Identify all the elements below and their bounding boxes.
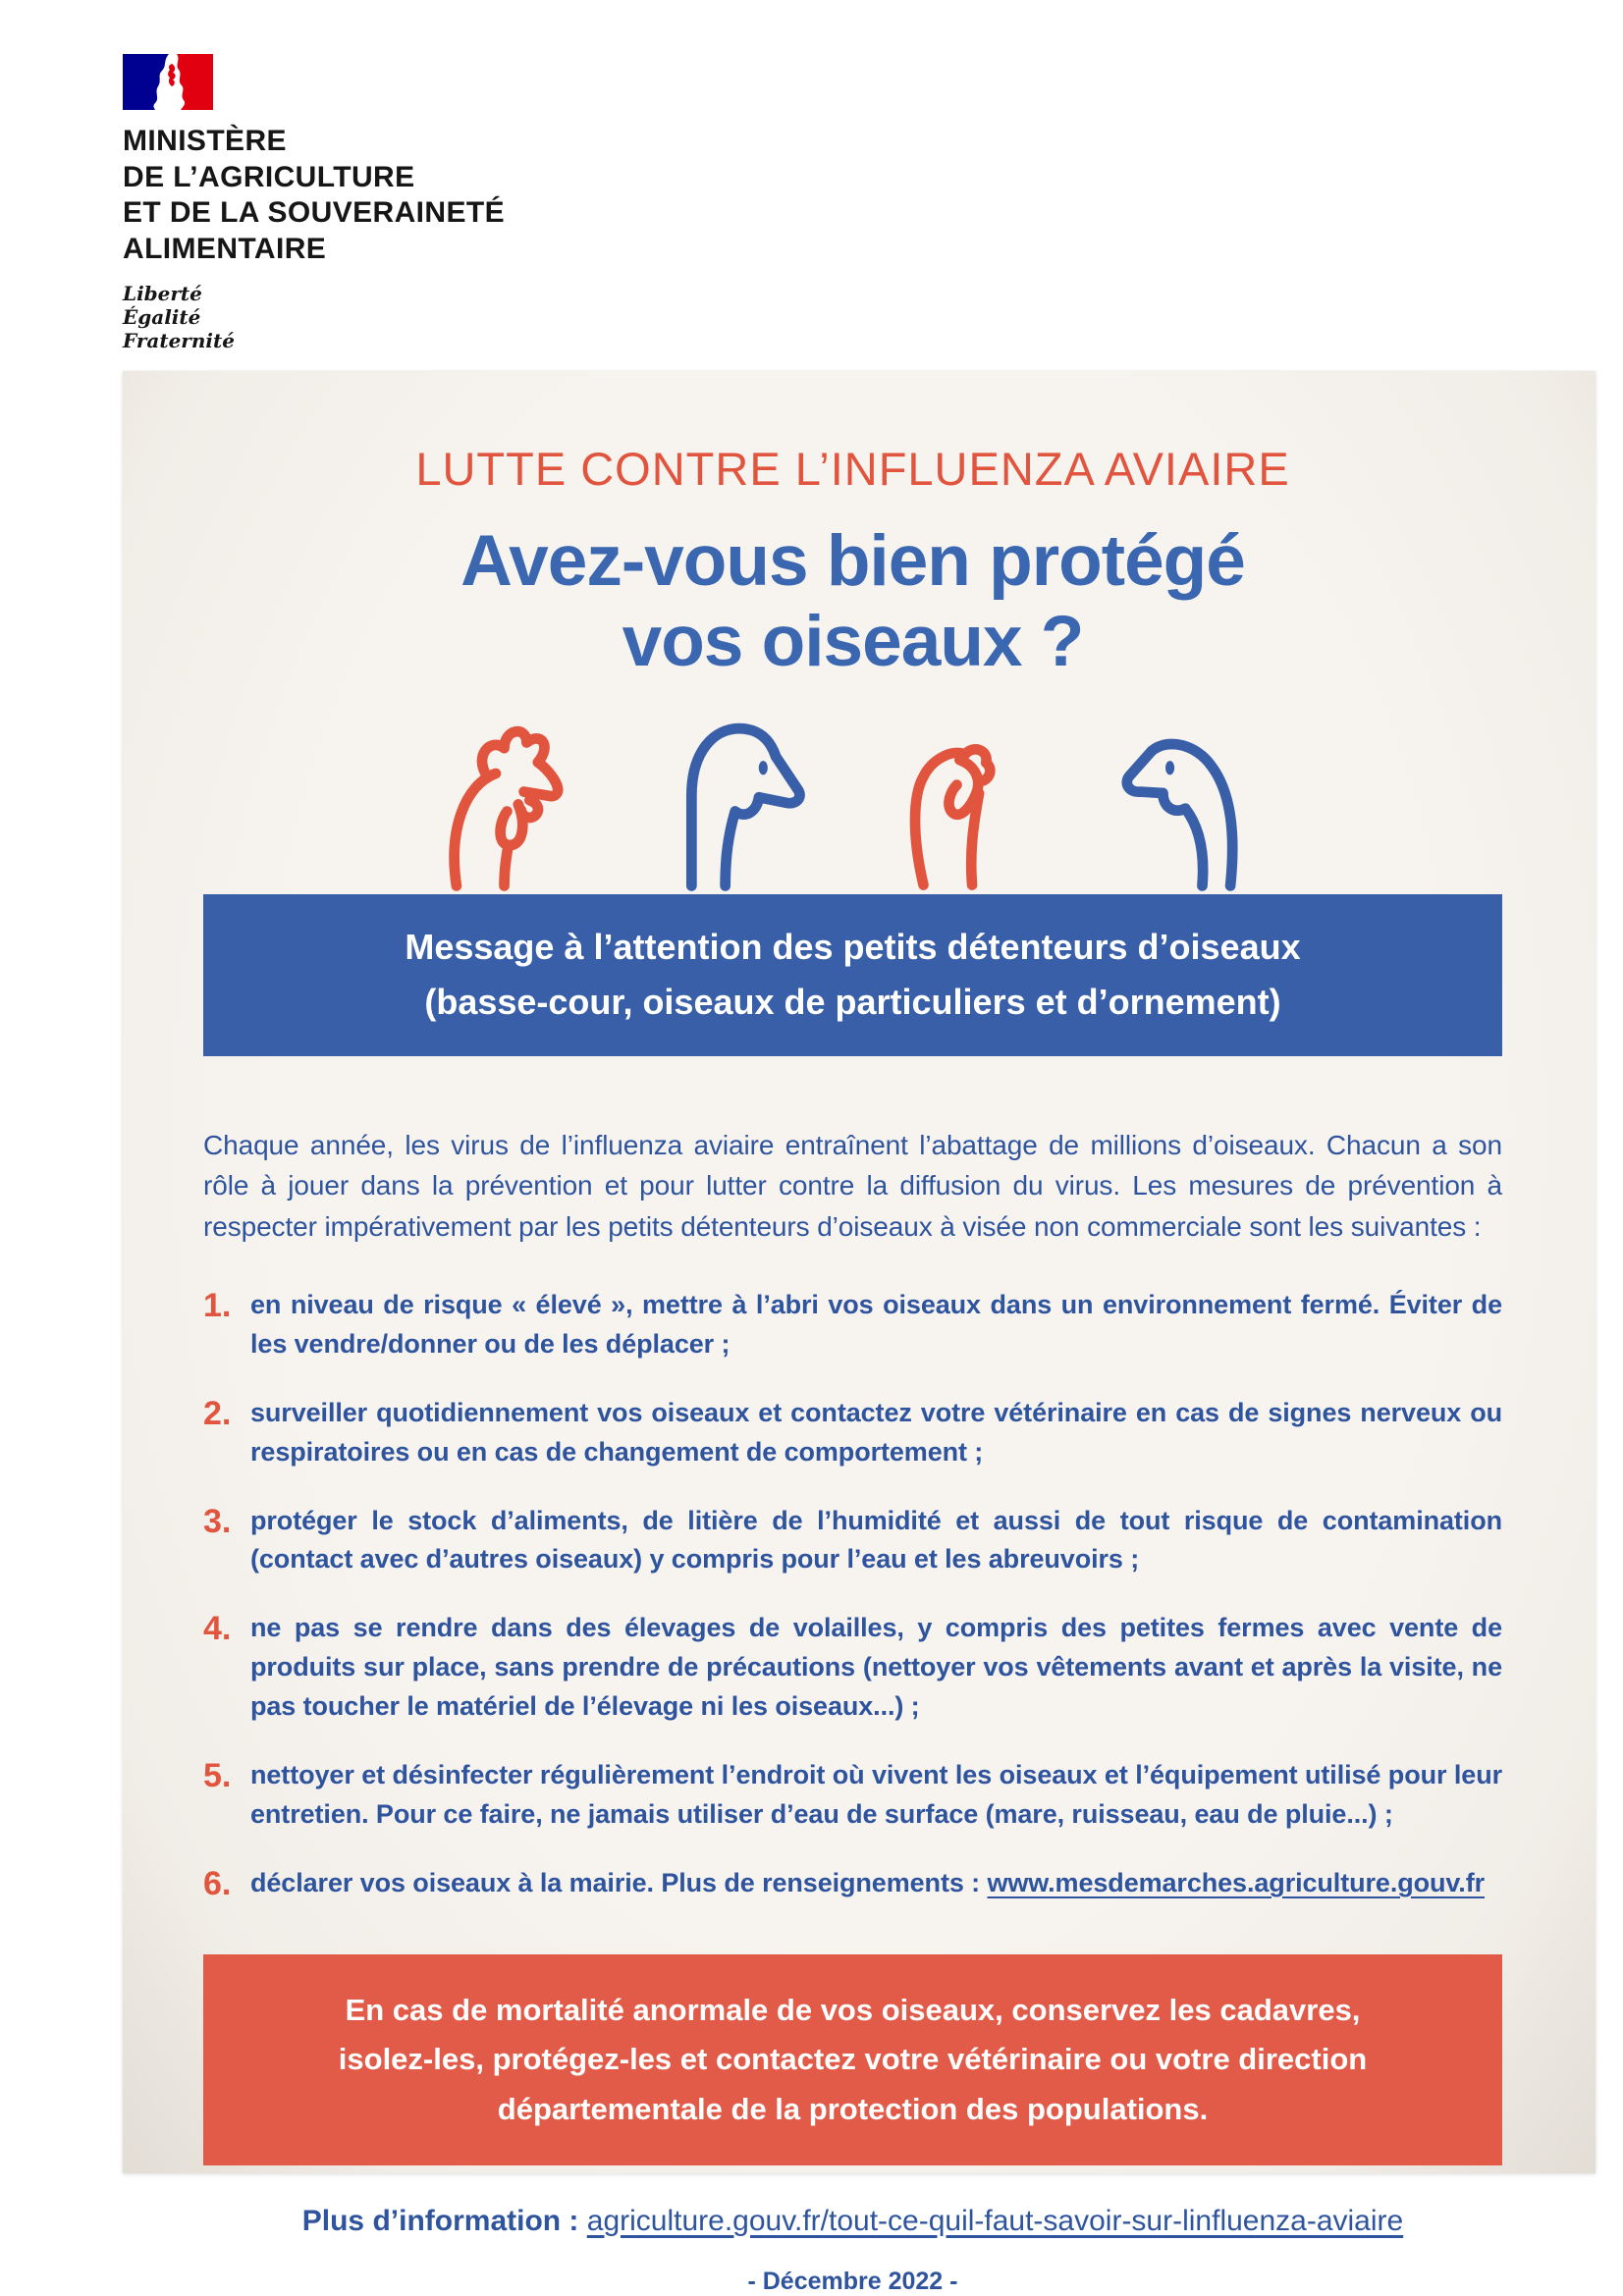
- list-item: [203, 1286, 1502, 1364]
- ministry-name-line: ET DE LA SOUVERAINETÉ: [123, 196, 505, 230]
- item-number: 4.: [203, 1610, 232, 1648]
- item-number: 3.: [203, 1502, 232, 1540]
- duck-icon: [1090, 712, 1272, 894]
- mesdemarches-link[interactable]: www.mesdemarches.agriculture.gouv.fr: [987, 1868, 1486, 1898]
- alert-line: En cas de mortalité anormale de vos oiseaux, conservez les cadavres,: [345, 1993, 1361, 2028]
- list-item: [203, 1394, 1502, 1472]
- ministry-name: [123, 124, 505, 267]
- ministry-name-line: ALIMENTAIRE: [123, 232, 327, 265]
- main-title: [203, 521, 1502, 682]
- list-item: [203, 1864, 1502, 1903]
- item-text: protéger le stock d’aliments, de litière de l’humidité et aussi de tout risque de contamination (contact avec d’autres oiseaux) y compris pour l’eau et les abreuvoirs ;: [250, 1505, 1502, 1575]
- item-number: 5.: [203, 1757, 232, 1795]
- item-number: 2.: [203, 1394, 232, 1432]
- item-number: 6.: [203, 1865, 232, 1903]
- audience-banner: [203, 894, 1502, 1057]
- item-text: surveiller quotidiennement vos oiseaux et contactez votre vétérinaire en cas de signes nerveux ou respiratoires ou en cas de changement de comportement ;: [250, 1397, 1502, 1467]
- bird-illustrations: [203, 700, 1502, 894]
- motto-line: Égalité: [123, 304, 201, 329]
- publication-date: - Décembre 2022 -: [747, 2267, 958, 2295]
- item-number: 1.: [203, 1286, 232, 1324]
- poster-card: [123, 371, 1596, 2295]
- french-republic-logo-icon: [123, 54, 213, 110]
- item-text: en niveau de risque « élevé », mettre à l’abri vos oiseaux dans un environnement fermé. Éviter de les vendre/donner ou de les déplacer ;: [250, 1289, 1502, 1359]
- more-info: [203, 2205, 1502, 2238]
- item-text: nettoyer et désinfecter régulièrement l’endroit où vivent les oiseaux et l’équipement utilisé pour leur entretien. Pour ce faire, ne jamais utiliser d’eau de surface (mare, ruisseau, eau de pluie...) ;: [250, 1760, 1502, 1830]
- list-item: [203, 1609, 1502, 1727]
- main-title-line: Avez-vous bien protégé: [460, 521, 1245, 601]
- ministry-name-line: DE L’AGRICULTURE: [123, 160, 415, 193]
- motto-line: Liberté: [123, 282, 202, 306]
- alert-line: isolez-les, protégez-les et contactez votre vétérinaire ou votre direction: [338, 2042, 1368, 2077]
- alert-line: départementale de la protection des populations.: [497, 2091, 1209, 2126]
- list-item: [203, 1502, 1502, 1580]
- item-text: ne pas se rendre dans des élevages de volailles, y compris des petites fermes avec vente de produits sur place, sans prendre de précautions (nettoyer vos vêtements avant et après la visite, ne pas toucher le matériel de l’élevage ni les oiseaux...) ;: [250, 1613, 1502, 1722]
- more-info-label: Plus d’information :: [301, 2204, 587, 2237]
- mortality-alert-banner: [203, 1954, 1502, 2165]
- item-text: [250, 1864, 1502, 1903]
- more-info-link[interactable]: agriculture.gouv.fr/tout-ce-quil-faut-savoir-sur-linfluenza-aviaire: [586, 2204, 1404, 2237]
- measures-list: [203, 1286, 1502, 1903]
- goose-icon: [658, 712, 840, 894]
- audience-banner-line: Message à l’attention des petits détenteurs d’oiseaux: [405, 926, 1301, 967]
- main-title-line: vos oiseaux ?: [622, 601, 1084, 681]
- motto-line: Fraternité: [123, 328, 235, 352]
- item-text-prefix: déclarer vos oiseaux à la mairie. Plus de renseignements :: [250, 1868, 988, 1898]
- turkey-icon: [882, 712, 1049, 894]
- intro-paragraph: Chaque année, les virus de l’influenza aviaire entraînent l’abattage de millions d’oiseaux. Chacun a son rôle à jouer dans la prévention et pour lutter contre la diffusion du virus. Les mesures de prévention à respecter impérativement par les petits détenteurs d’oiseaux à visée non commerciale sont les suivantes :: [203, 1130, 1502, 1242]
- ministry-name-line: MINISTÈRE: [123, 125, 287, 157]
- audience-banner-line: (basse-cour, oiseaux de particuliers et d’ornement): [424, 982, 1281, 1023]
- republic-motto: [123, 283, 505, 352]
- government-header: [123, 54, 505, 352]
- list-item: [203, 1756, 1502, 1835]
- kicker-title: LUTTE CONTRE L’INFLUENZA AVIAIRE: [415, 443, 1290, 495]
- hen-icon: [434, 712, 617, 894]
